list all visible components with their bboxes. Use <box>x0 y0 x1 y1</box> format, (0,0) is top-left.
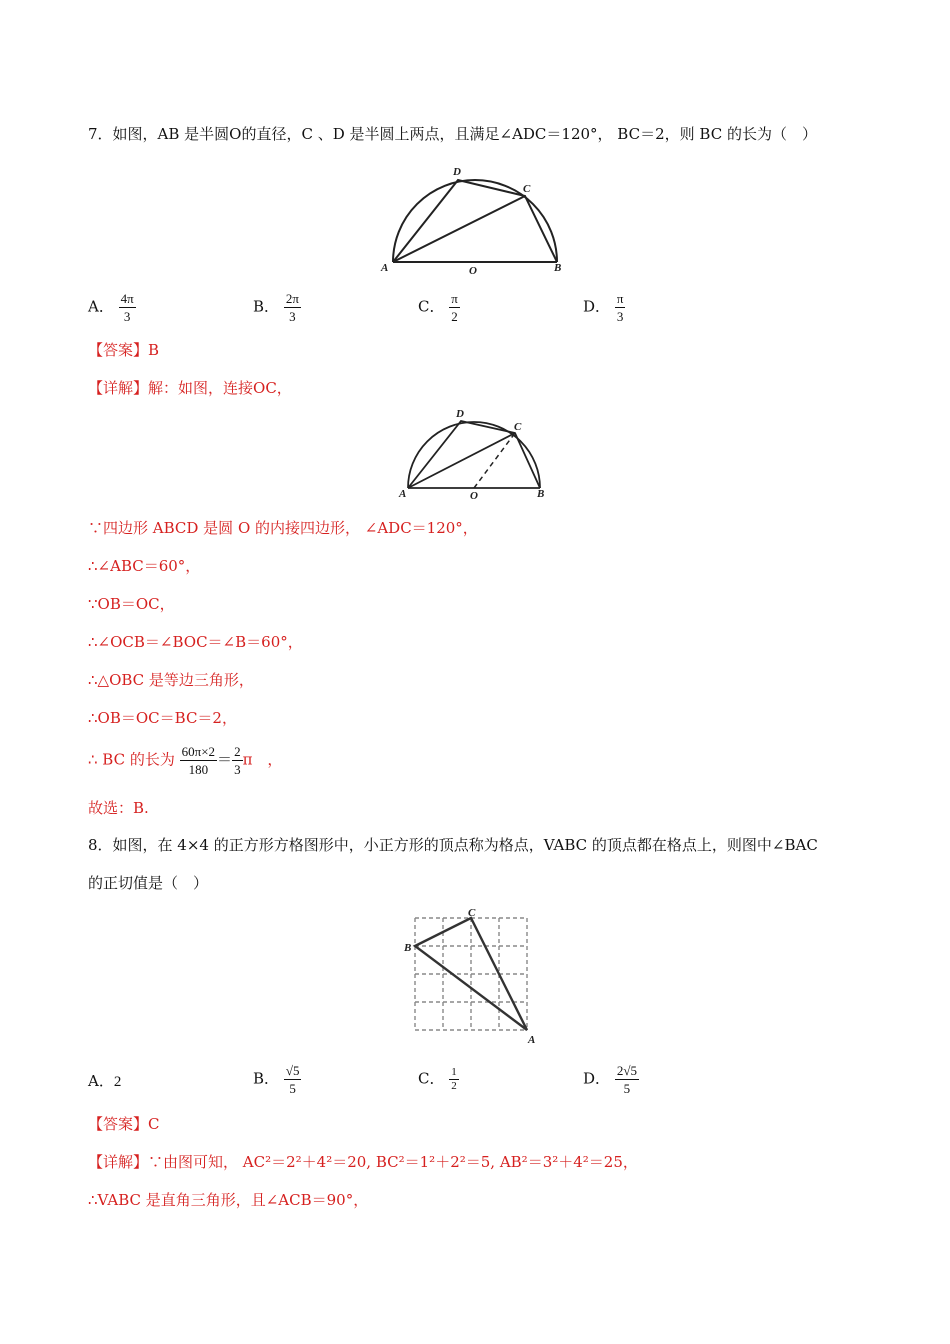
q7s-label-c: C <box>514 421 522 433</box>
q7-explain-text: 解：如图，连接OC， <box>148 379 292 397</box>
q8-option-b: B． $\frac{√5}{5}$ <box>253 1063 300 1096</box>
q7-option-b: B． $\frac{2\pi}{3}$ <box>253 291 299 324</box>
q7-step-3: ∵OB＝OC， <box>88 595 175 613</box>
q7-label-a: A <box>381 262 389 274</box>
q8-stem-2: 的正切值是（ ） <box>88 874 209 892</box>
q7-option-a: A． $\frac{4\pi}{3}$ <box>88 291 134 324</box>
q8-label-a: A <box>528 1034 536 1046</box>
q7-explain-head: 【详解】 <box>88 379 149 397</box>
q7-option-c: C． $\frac{\pi}{2}$ <box>418 291 458 324</box>
q7-option-d: D． $\frac{\pi}{3}$ <box>583 291 624 324</box>
q7-label-d: D <box>453 166 461 178</box>
q7-answer: 【答案】B <box>88 341 160 359</box>
q8-explain-2: ∴VABC 是直角三角形，且∠ACB＝90°， <box>88 1191 369 1209</box>
q7-arc-length: ∴ BC 的长为 $\frac{60\pi\times 2}{180}$ ＝ $\frac{2}{3}$ π ， <box>88 744 283 777</box>
q7-explain-intro <box>88 377 292 399</box>
q8-answer: 【答案】C <box>88 1115 160 1133</box>
q7s-label-b: B <box>537 488 545 500</box>
q8-label-c: C <box>468 907 476 919</box>
q7s-label-d: D <box>456 408 464 420</box>
q8-explain-text: ∵由图可知， AC²＝2²＋4²＝20, BC²＝1²＋2²＝5, AB²＝3²＋4²＝25， <box>148 1153 638 1171</box>
q7-label-b: B <box>554 262 562 274</box>
q7-step-4: ∴∠OCB＝∠BOC＝∠B＝60°， <box>88 633 303 651</box>
q7-step-6: ∴OB＝OC＝BC＝2， <box>88 709 237 727</box>
q8-explain-head: 【详解】 <box>88 1153 149 1171</box>
q7s-label-a: A <box>399 488 407 500</box>
q7-step-2: ∴∠ABC＝60°， <box>88 557 201 575</box>
q7-step-1: ∵四边形 ABCD 是圆 O 的内接四边形， ∠ADC＝120°， <box>88 519 478 537</box>
q7-label-o: O <box>469 265 477 277</box>
q7-label-c: C <box>523 183 531 195</box>
q7s-label-o: O <box>470 490 478 501</box>
q7-choose: 故选：B. <box>88 799 149 817</box>
q8-label-b: B <box>404 942 412 954</box>
q8-stem-1: 8．如图，在 4×4 的正方形方格图形中，小正方形的顶点称为格点，VABC 的顶点都在格点上，则图中∠BAC <box>88 836 818 854</box>
q7-step-5: ∴△OBC 是等边三角形， <box>88 671 254 689</box>
q8-option-d: D． $\frac{2√5}{5}$ <box>583 1063 637 1096</box>
q7-stem: 7．如图，AB 是半圆O的直径，C 、D 是半圆上两点，且满足∠ADC＝120°， BC＝2，则 BC 的长为（ ） <box>88 125 817 143</box>
q7-figure <box>378 158 578 280</box>
q8-option-a: A．2 <box>88 1072 122 1090</box>
q8-explain-1 <box>88 1151 638 1173</box>
q7-solution-figure <box>396 405 556 501</box>
q8-option-c: C． $\frac{1}{2}$ <box>418 1066 457 1092</box>
q8-figure <box>402 905 547 1048</box>
